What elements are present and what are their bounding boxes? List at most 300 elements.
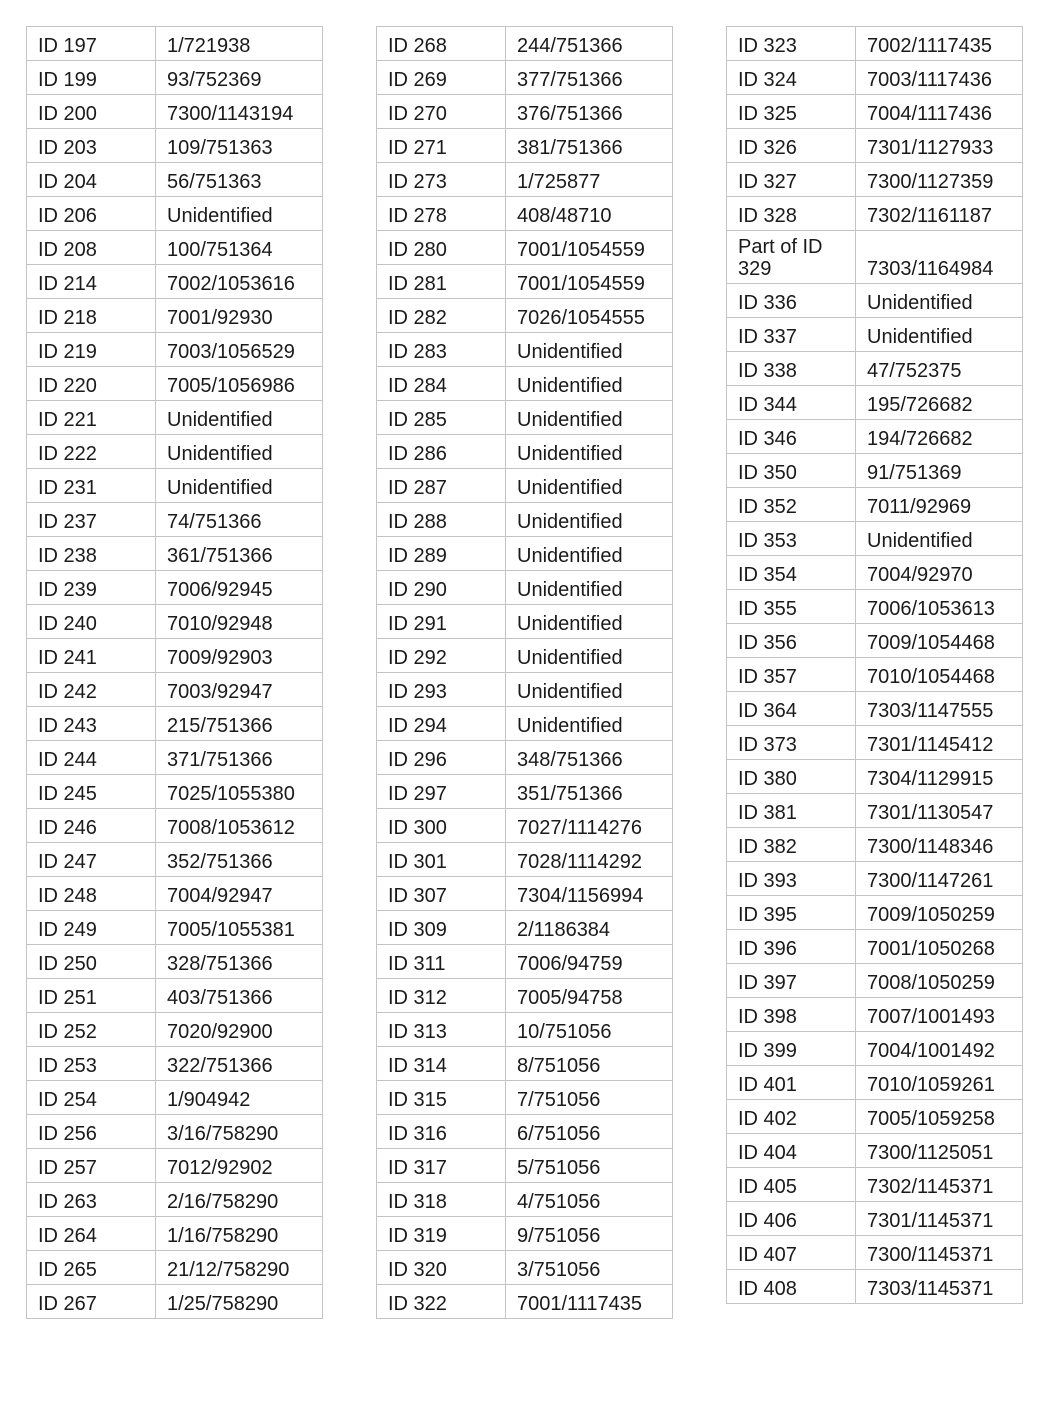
table-row xyxy=(727,1270,1023,1304)
reference-cell: 7004/1117436 xyxy=(856,95,1023,129)
id-cell: ID 336 xyxy=(727,284,856,318)
reference-cell: 2/16/758290 xyxy=(156,1183,323,1217)
id-cell: ID 264 xyxy=(27,1217,156,1251)
reference-cell: 7006/94759 xyxy=(506,945,673,979)
id-cell: ID 319 xyxy=(377,1217,506,1251)
table-row xyxy=(377,231,673,265)
id-cell: ID 292 xyxy=(377,639,506,673)
reference-cell: Unidentified xyxy=(506,605,673,639)
reference-cell: 7010/92948 xyxy=(156,605,323,639)
id-cell: ID 352 xyxy=(727,488,856,522)
table-row xyxy=(727,129,1023,163)
table-row xyxy=(27,299,323,333)
id-cell: ID 271 xyxy=(377,129,506,163)
table-row xyxy=(727,488,1023,522)
table-row xyxy=(27,1115,323,1149)
table-row xyxy=(27,673,323,707)
table-row xyxy=(27,1081,323,1115)
reference-cell: Unidentified xyxy=(506,469,673,503)
table-row xyxy=(377,537,673,571)
reference-cell: 328/751366 xyxy=(156,945,323,979)
id-cell: ID 265 xyxy=(27,1251,156,1285)
table-row xyxy=(727,197,1023,231)
reference-cell: 74/751366 xyxy=(156,503,323,537)
id-cell: ID 240 xyxy=(27,605,156,639)
id-cell: ID 268 xyxy=(377,27,506,61)
table-row xyxy=(377,911,673,945)
reference-cell: 352/751366 xyxy=(156,843,323,877)
id-cell: ID 287 xyxy=(377,469,506,503)
reference-cell: 371/751366 xyxy=(156,741,323,775)
table-row xyxy=(377,741,673,775)
reference-cell: 7006/92945 xyxy=(156,571,323,605)
table-row xyxy=(27,911,323,945)
reference-cell: 7004/92947 xyxy=(156,877,323,911)
id-cell: ID 288 xyxy=(377,503,506,537)
reference-cell: 7302/1161187 xyxy=(856,197,1023,231)
table-row xyxy=(27,979,323,1013)
id-cell: ID 327 xyxy=(727,163,856,197)
id-cell: ID 401 xyxy=(727,1066,856,1100)
table-row xyxy=(27,503,323,537)
id-cell: ID 285 xyxy=(377,401,506,435)
reference-cell: 1/721938 xyxy=(156,27,323,61)
table-row xyxy=(27,129,323,163)
reference-cell: 8/751056 xyxy=(506,1047,673,1081)
reference-cell: 7300/1148346 xyxy=(856,828,1023,862)
id-cell: ID 254 xyxy=(27,1081,156,1115)
id-cell: ID 286 xyxy=(377,435,506,469)
reference-cell: 7002/1053616 xyxy=(156,265,323,299)
reference-cell: 7304/1156994 xyxy=(506,877,673,911)
reference-cell: 7003/1056529 xyxy=(156,333,323,367)
id-cell: ID 249 xyxy=(27,911,156,945)
id-cell: ID 326 xyxy=(727,129,856,163)
reference-cell: Unidentified xyxy=(506,537,673,571)
reference-cell: 93/752369 xyxy=(156,61,323,95)
table-row xyxy=(727,61,1023,95)
id-cell: ID 199 xyxy=(27,61,156,95)
table-row xyxy=(727,522,1023,556)
reference-cell: Unidentified xyxy=(506,503,673,537)
id-cell: ID 203 xyxy=(27,129,156,163)
table-row xyxy=(27,1149,323,1183)
table-row xyxy=(377,605,673,639)
id-cell: ID 218 xyxy=(27,299,156,333)
id-cell: ID 353 xyxy=(727,522,856,556)
reference-cell: 7302/1145371 xyxy=(856,1168,1023,1202)
reference-cell: 1/16/758290 xyxy=(156,1217,323,1251)
id-cell: ID 290 xyxy=(377,571,506,605)
reference-cell: 7303/1145371 xyxy=(856,1270,1023,1304)
reference-cell: 195/726682 xyxy=(856,386,1023,420)
table-row xyxy=(27,265,323,299)
table-row xyxy=(377,843,673,877)
id-cell: ID 373 xyxy=(727,726,856,760)
id-cell: ID 338 xyxy=(727,352,856,386)
table-row xyxy=(727,454,1023,488)
reference-cell: 322/751366 xyxy=(156,1047,323,1081)
table-row xyxy=(377,639,673,673)
id-cell: ID 252 xyxy=(27,1013,156,1047)
table-row xyxy=(27,1285,323,1319)
id-cell: ID 320 xyxy=(377,1251,506,1285)
reference-cell: 7300/1145371 xyxy=(856,1236,1023,1270)
table-row xyxy=(27,61,323,95)
id-cell: ID 318 xyxy=(377,1183,506,1217)
table-row xyxy=(27,197,323,231)
table-row xyxy=(377,333,673,367)
reference-cell: 7304/1129915 xyxy=(856,760,1023,794)
reference-cell: 56/751363 xyxy=(156,163,323,197)
table-row xyxy=(727,95,1023,129)
table-row xyxy=(27,1183,323,1217)
id-cell: ID 316 xyxy=(377,1115,506,1149)
id-cell: ID 312 xyxy=(377,979,506,1013)
id-table-column-3 xyxy=(726,26,1023,1304)
reference-cell: 194/726682 xyxy=(856,420,1023,454)
id-cell: ID 337 xyxy=(727,318,856,352)
reference-cell: 4/751056 xyxy=(506,1183,673,1217)
id-cell: ID 328 xyxy=(727,197,856,231)
table-row xyxy=(27,809,323,843)
table-row xyxy=(377,1115,673,1149)
id-cell: ID 396 xyxy=(727,930,856,964)
reference-cell: 7028/1114292 xyxy=(506,843,673,877)
table-row xyxy=(727,1134,1023,1168)
reference-cell: Unidentified xyxy=(856,522,1023,556)
reference-cell: 7009/1054468 xyxy=(856,624,1023,658)
id-cell: ID 300 xyxy=(377,809,506,843)
id-cell: ID 270 xyxy=(377,95,506,129)
id-cell: ID 250 xyxy=(27,945,156,979)
reference-cell: 7005/1056986 xyxy=(156,367,323,401)
reference-cell: 7001/1054559 xyxy=(506,231,673,265)
reference-cell: 7001/1117435 xyxy=(506,1285,673,1319)
table-row xyxy=(377,163,673,197)
reference-cell: 7303/1164984 xyxy=(856,231,1023,284)
id-cell: ID 393 xyxy=(727,862,856,896)
reference-cell: 348/751366 xyxy=(506,741,673,775)
id-cell: ID 407 xyxy=(727,1236,856,1270)
id-cell: ID 267 xyxy=(27,1285,156,1319)
reference-cell: 408/48710 xyxy=(506,197,673,231)
reference-cell: 7/751056 xyxy=(506,1081,673,1115)
table-row xyxy=(27,27,323,61)
reference-cell: Unidentified xyxy=(506,639,673,673)
table-row xyxy=(727,318,1023,352)
table-row xyxy=(377,571,673,605)
reference-cell: Unidentified xyxy=(506,673,673,707)
reference-cell: 7300/1143194 xyxy=(156,95,323,129)
id-cell: ID 356 xyxy=(727,624,856,658)
reference-cell: Unidentified xyxy=(856,284,1023,318)
id-cell: ID 322 xyxy=(377,1285,506,1319)
table-row xyxy=(27,639,323,673)
reference-cell: 7301/1130547 xyxy=(856,794,1023,828)
table-row xyxy=(27,605,323,639)
reference-cell: 21/12/758290 xyxy=(156,1251,323,1285)
reference-cell: 7300/1147261 xyxy=(856,862,1023,896)
reference-cell: Unidentified xyxy=(856,318,1023,352)
reference-cell: 7300/1127359 xyxy=(856,163,1023,197)
reference-cell: 3/751056 xyxy=(506,1251,673,1285)
id-cell: ID 247 xyxy=(27,843,156,877)
id-cell: ID 280 xyxy=(377,231,506,265)
reference-cell: 3/16/758290 xyxy=(156,1115,323,1149)
id-cell: ID 297 xyxy=(377,775,506,809)
id-cell: ID 315 xyxy=(377,1081,506,1115)
id-cell: ID 243 xyxy=(27,707,156,741)
id-cell: ID 381 xyxy=(727,794,856,828)
table-row xyxy=(377,1081,673,1115)
reference-cell: 7301/1127933 xyxy=(856,129,1023,163)
reference-cell: 7010/1059261 xyxy=(856,1066,1023,1100)
id-cell: ID 402 xyxy=(727,1100,856,1134)
table-row xyxy=(727,420,1023,454)
table-row xyxy=(727,998,1023,1032)
reference-cell: 7007/1001493 xyxy=(856,998,1023,1032)
id-cell: ID 291 xyxy=(377,605,506,639)
table-row xyxy=(27,707,323,741)
reference-cell: 361/751366 xyxy=(156,537,323,571)
id-cell: ID 281 xyxy=(377,265,506,299)
table-row xyxy=(27,877,323,911)
reference-cell: 7003/92947 xyxy=(156,673,323,707)
table-row xyxy=(27,469,323,503)
id-cell: ID 208 xyxy=(27,231,156,265)
reference-cell: 1/725877 xyxy=(506,163,673,197)
id-cell: ID 244 xyxy=(27,741,156,775)
table-row xyxy=(727,1032,1023,1066)
table-row xyxy=(727,624,1023,658)
reference-cell: 7009/92903 xyxy=(156,639,323,673)
table-row xyxy=(377,707,673,741)
table-row xyxy=(27,367,323,401)
id-cell: ID 237 xyxy=(27,503,156,537)
table-row xyxy=(727,760,1023,794)
table-row xyxy=(27,537,323,571)
id-cell: ID 256 xyxy=(27,1115,156,1149)
table-row xyxy=(727,794,1023,828)
id-cell: ID 408 xyxy=(727,1270,856,1304)
id-cell: ID 355 xyxy=(727,590,856,624)
reference-cell: 100/751364 xyxy=(156,231,323,265)
id-cell: ID 354 xyxy=(727,556,856,590)
table-row xyxy=(27,741,323,775)
table-row xyxy=(727,284,1023,318)
id-cell: ID 242 xyxy=(27,673,156,707)
table-row xyxy=(27,401,323,435)
id-cell: ID 200 xyxy=(27,95,156,129)
table-row xyxy=(727,27,1023,61)
table-row xyxy=(27,163,323,197)
reference-cell: 7005/94758 xyxy=(506,979,673,1013)
reference-cell: 7010/1054468 xyxy=(856,658,1023,692)
reference-cell: 381/751366 xyxy=(506,129,673,163)
table-row xyxy=(27,571,323,605)
id-cell: ID 399 xyxy=(727,1032,856,1066)
id-table-column-1 xyxy=(26,26,323,1319)
reference-cell: 7006/1053613 xyxy=(856,590,1023,624)
table-row xyxy=(377,775,673,809)
table-row xyxy=(377,401,673,435)
table-row xyxy=(727,1100,1023,1134)
table-row xyxy=(727,1066,1023,1100)
table-row xyxy=(27,1251,323,1285)
id-table-column-2 xyxy=(376,26,673,1319)
id-cell: ID 241 xyxy=(27,639,156,673)
reference-cell: 7001/1054559 xyxy=(506,265,673,299)
table-row xyxy=(27,1013,323,1047)
reference-cell: 7009/1050259 xyxy=(856,896,1023,930)
reference-cell: Unidentified xyxy=(506,707,673,741)
reference-cell: 2/1186384 xyxy=(506,911,673,945)
table-row xyxy=(377,95,673,129)
id-cell: ID 221 xyxy=(27,401,156,435)
reference-cell: 377/751366 xyxy=(506,61,673,95)
table-row xyxy=(727,726,1023,760)
reference-cell: 109/751363 xyxy=(156,129,323,163)
table-row xyxy=(377,367,673,401)
id-cell: ID 350 xyxy=(727,454,856,488)
id-cell: ID 273 xyxy=(377,163,506,197)
id-cell: ID 263 xyxy=(27,1183,156,1217)
reference-cell: Unidentified xyxy=(156,435,323,469)
table-row xyxy=(377,673,673,707)
table-row xyxy=(727,352,1023,386)
table-row xyxy=(377,265,673,299)
id-cell: ID 219 xyxy=(27,333,156,367)
id-cell: ID 317 xyxy=(377,1149,506,1183)
id-cell: ID 311 xyxy=(377,945,506,979)
id-cell: ID 324 xyxy=(727,61,856,95)
id-cell: ID 296 xyxy=(377,741,506,775)
reference-cell: 7020/92900 xyxy=(156,1013,323,1047)
id-cell: ID 309 xyxy=(377,911,506,945)
reference-cell: 10/751056 xyxy=(506,1013,673,1047)
reference-cell: 7300/1125051 xyxy=(856,1134,1023,1168)
id-cell: ID 294 xyxy=(377,707,506,741)
id-cell: ID 301 xyxy=(377,843,506,877)
reference-cell: 7027/1114276 xyxy=(506,809,673,843)
id-cell: ID 344 xyxy=(727,386,856,420)
id-cell: ID 325 xyxy=(727,95,856,129)
id-cell: ID 246 xyxy=(27,809,156,843)
reference-cell: 403/751366 xyxy=(156,979,323,1013)
reference-cell: 351/751366 xyxy=(506,775,673,809)
table-row xyxy=(377,1149,673,1183)
reference-cell: 7303/1147555 xyxy=(856,692,1023,726)
reference-cell: 6/751056 xyxy=(506,1115,673,1149)
table-row xyxy=(377,299,673,333)
reference-cell: Unidentified xyxy=(506,435,673,469)
id-cell: ID 405 xyxy=(727,1168,856,1202)
id-cell: ID 380 xyxy=(727,760,856,794)
table-row xyxy=(377,197,673,231)
table-row xyxy=(727,556,1023,590)
table-row xyxy=(377,1251,673,1285)
reference-cell: 1/25/758290 xyxy=(156,1285,323,1319)
table-row xyxy=(377,809,673,843)
id-cell: ID 323 xyxy=(727,27,856,61)
id-cell: ID 206 xyxy=(27,197,156,231)
table-row xyxy=(27,843,323,877)
id-cell: ID 397 xyxy=(727,964,856,998)
table-row xyxy=(727,163,1023,197)
reference-cell: Unidentified xyxy=(156,197,323,231)
table-row xyxy=(27,95,323,129)
reference-cell: 376/751366 xyxy=(506,95,673,129)
id-cell: ID 245 xyxy=(27,775,156,809)
reference-cell: 7301/1145371 xyxy=(856,1202,1023,1236)
reference-cell: 244/751366 xyxy=(506,27,673,61)
table-row xyxy=(727,590,1023,624)
reference-cell: 7005/1055381 xyxy=(156,911,323,945)
table-row xyxy=(727,658,1023,692)
id-cell: ID 253 xyxy=(27,1047,156,1081)
table-row xyxy=(727,896,1023,930)
id-cell: ID 231 xyxy=(27,469,156,503)
reference-cell: Unidentified xyxy=(156,469,323,503)
table-row xyxy=(377,1013,673,1047)
table-row xyxy=(377,877,673,911)
reference-cell: Unidentified xyxy=(156,401,323,435)
id-cell: ID 357 xyxy=(727,658,856,692)
reference-cell: 7011/92969 xyxy=(856,488,1023,522)
reference-cell: 7008/1050259 xyxy=(856,964,1023,998)
id-cell: ID 257 xyxy=(27,1149,156,1183)
table-row xyxy=(27,333,323,367)
reference-cell: 7003/1117436 xyxy=(856,61,1023,95)
table-row xyxy=(377,1047,673,1081)
reference-cell: 7012/92902 xyxy=(156,1149,323,1183)
table-row xyxy=(377,469,673,503)
id-cell: ID 239 xyxy=(27,571,156,605)
id-cell: ID 346 xyxy=(727,420,856,454)
reference-cell: 1/904942 xyxy=(156,1081,323,1115)
reference-cell: 9/751056 xyxy=(506,1217,673,1251)
table-row xyxy=(377,1183,673,1217)
reference-cell: 215/751366 xyxy=(156,707,323,741)
reference-cell: 7005/1059258 xyxy=(856,1100,1023,1134)
table-row xyxy=(727,386,1023,420)
reference-cell: Unidentified xyxy=(506,367,673,401)
table-row xyxy=(377,61,673,95)
id-cell: ID 269 xyxy=(377,61,506,95)
table-row xyxy=(377,503,673,537)
table-row xyxy=(727,930,1023,964)
id-cell: ID 313 xyxy=(377,1013,506,1047)
table-row xyxy=(27,1047,323,1081)
id-cell: ID 289 xyxy=(377,537,506,571)
reference-cell: Unidentified xyxy=(506,571,673,605)
table-row xyxy=(27,1217,323,1251)
reference-cell: 7004/1001492 xyxy=(856,1032,1023,1066)
id-cell: ID 220 xyxy=(27,367,156,401)
table-row xyxy=(727,1202,1023,1236)
table-row xyxy=(377,979,673,1013)
id-cell: ID 222 xyxy=(27,435,156,469)
id-cell: ID 238 xyxy=(27,537,156,571)
table-row xyxy=(727,862,1023,896)
reference-cell: 5/751056 xyxy=(506,1149,673,1183)
reference-cell: 7001/1050268 xyxy=(856,930,1023,964)
table-row xyxy=(727,964,1023,998)
reference-cell: 47/752375 xyxy=(856,352,1023,386)
id-cell: ID 204 xyxy=(27,163,156,197)
id-cell: ID 283 xyxy=(377,333,506,367)
